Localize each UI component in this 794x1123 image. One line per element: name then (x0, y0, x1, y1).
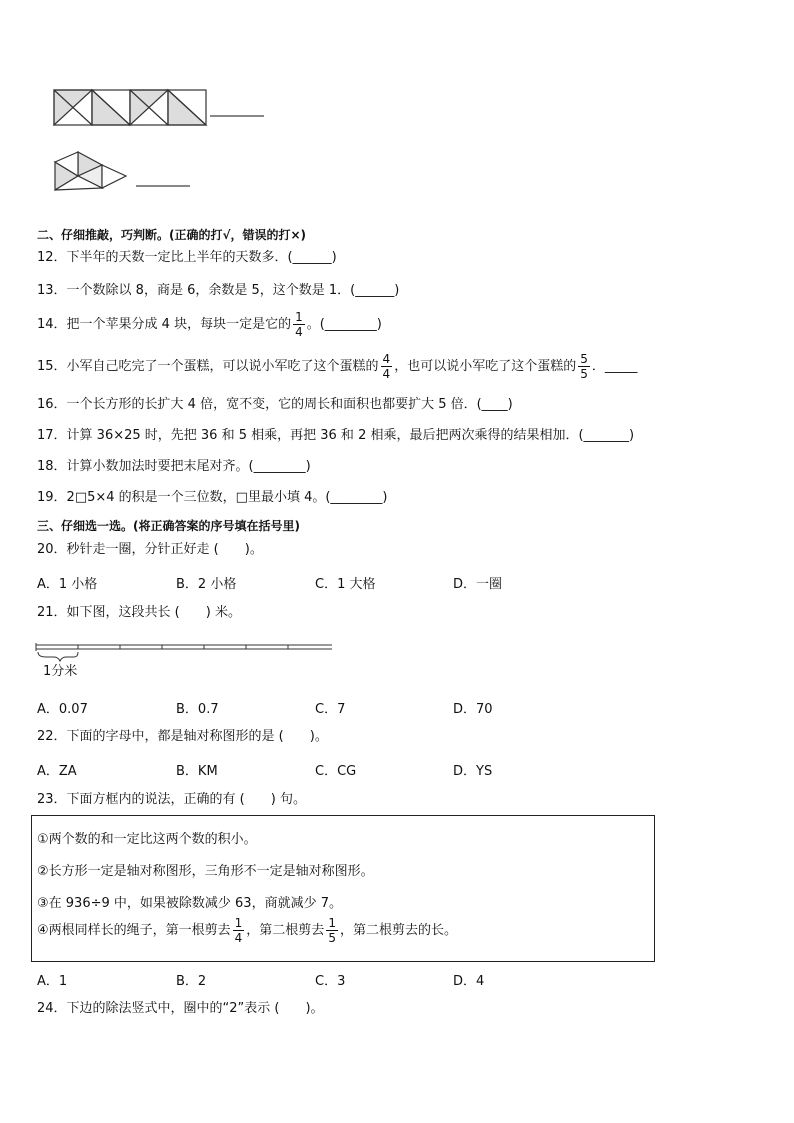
statement-4-end: ，第二根剪去的长。 (339, 923, 457, 938)
q21-option-c: C．7 (315, 702, 346, 717)
q21-option-d: D．70 (453, 702, 493, 717)
fraction-five-fifths (578, 352, 590, 381)
statements-box (31, 815, 655, 962)
q23-option-a: A．1 (37, 974, 68, 989)
q22-option-b: B．KM (176, 764, 218, 779)
q21-option-b: B．0.7 (176, 702, 219, 717)
q23-option-c: C．3 (315, 974, 346, 989)
fraction-four-quarters (381, 352, 393, 381)
fraction-denominator: 4 (382, 367, 391, 381)
section3-title: 三、仔细选一选。(将正确答案的序号填在括号里) (37, 519, 300, 533)
q20-option-b: B．2 小格 (176, 577, 237, 592)
question-12: 12．下半年的天数一定比上半年的天数多．(______) (37, 250, 337, 265)
statement-3: ③在 936÷9 中，如果被除数减少 63，商就减少 7。 (37, 896, 342, 911)
fraction-denominator: 4 (234, 931, 243, 945)
question-13: 13．一个数除以 8，商是 6，余数是 5，这个数是 1．(______) (37, 283, 400, 298)
statement-1: ①两个数的和一定比这两个数的积小。 (37, 832, 257, 847)
fraction-denominator: 4 (295, 325, 303, 339)
fraction-numerator: 1 (328, 916, 336, 930)
question-24: 24．下边的除法竖式中，圈中的“2”表示 ( )。 (37, 1001, 324, 1016)
q23-option-b: B．2 (176, 974, 207, 989)
statement-4-middle: ，第二根剪去 (246, 923, 325, 938)
question-16: 16．一个长方形的长扩大 4 倍，宽不变，它的周长和面积也都要扩大 5 倍．(____) (37, 397, 513, 412)
ruler-figure (34, 640, 336, 680)
fraction-denominator: 5 (580, 367, 588, 381)
question-23: 23．下面方框内的说法，正确的有 ( ) 句。 (37, 792, 306, 807)
question-14-blank: 。(________) (306, 317, 382, 332)
fraction-denominator: 5 (328, 931, 336, 945)
q20-option-d: D．一圈 (453, 577, 503, 592)
fraction-numerator: 1 (234, 916, 243, 930)
q20-option-c: C．1 大格 (315, 577, 376, 592)
triangles-figure (52, 150, 197, 196)
fraction-one-fifth (326, 916, 338, 945)
question-21: 21．如下图，这段共长 ( ) 米。 (37, 605, 241, 620)
squares-figure (52, 88, 272, 128)
statement-4-text: ④两根同样长的绳子，第一根剪去 (37, 923, 231, 938)
fraction-numerator: 5 (580, 352, 588, 366)
fraction-one-quarter (233, 916, 245, 945)
question-19: 19．2□5×4 的积是一个三位数，□里最小填 4。(________) (37, 490, 388, 505)
section2-title: 二、仔细推敲，巧判断。(正确的打√，错误的打×) (37, 228, 307, 242)
q21-option-a: A．0.07 (37, 702, 88, 717)
q23-option-d: D．4 (453, 974, 485, 989)
question-18: 18．计算小数加法时要把末尾对齐。(________) (37, 459, 311, 474)
fraction-numerator: 1 (295, 310, 303, 324)
q22-option-c: C．CG (315, 764, 357, 779)
q22-option-a: A．ZA (37, 764, 77, 779)
statement-4 (37, 914, 457, 948)
question-15-blank: ．_____ (591, 359, 638, 374)
question-15-text: 15．小军自己吃完了一个蛋糕，可以说小军吃了这个蛋糕的 (37, 359, 379, 374)
question-15 (37, 350, 637, 384)
question-14-text: 14．把一个苹果分成 4 块，每块一定是它的 (37, 317, 292, 332)
question-22: 22．下面的字母中，都是轴对称图形的是 ( )。 (37, 729, 328, 744)
fraction-one-quarter (293, 310, 305, 339)
ruler-label: 1分米 (43, 664, 78, 679)
fraction-numerator: 4 (382, 352, 391, 366)
question-17: 17．计算 36×25 时，先把 36 和 5 相乘，再把 36 和 2 相乘，最后把两次乘得的结果相加．(_______) (37, 428, 635, 443)
question-15-middle: ，也可以说小军吃了这个蛋糕的 (394, 359, 577, 374)
question-14 (37, 308, 382, 342)
q20-option-a: A．1 小格 (37, 577, 98, 592)
statement-2: ②长方形一定是轴对称图形，三角形不一定是轴对称图形。 (37, 864, 374, 879)
question-20: 20．秒针走一圈，分针正好走 ( )。 (37, 542, 263, 557)
q22-option-d: D．YS (453, 764, 493, 779)
